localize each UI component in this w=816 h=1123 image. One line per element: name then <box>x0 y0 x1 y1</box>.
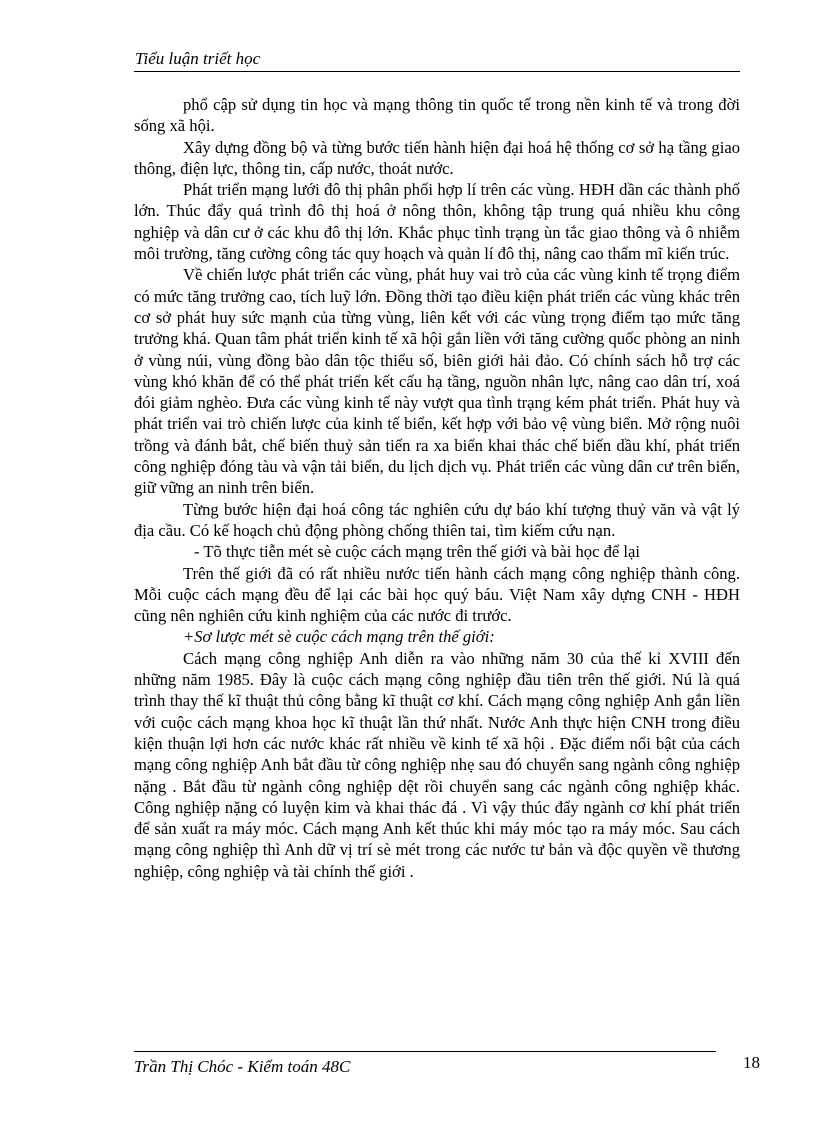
header-divider <box>134 71 740 72</box>
page-number: 18 <box>743 1053 760 1072</box>
footer-divider <box>134 1051 716 1052</box>
paragraph-7: Cách mạng công nghiệp Anh diễn ra vào những năm 30 của thế kỉ XVIII đến những năm 1985. Đây là cuộc cách mạng công nghiệp đầu tiên trên thế giới. Nú là quá trình thay thế kĩ thuật thủ công bằng kĩ thuật cơ khí. Cách mạng công nghiệp Anh gắn liền với cuộc cách mạng khoa học kĩ thuật lần thứ nhất. Nước Anh thực hiện CNH trong điều kiện thuận lợi hơn các nước khác rất nhiều về kinh tế xã hội . Đặc điểm nổi bật của cách mạng công nghiệp Anh bắt đầu từ công nghiệp nhẹ sau đó chuyển sang ngành công nghiệp nặng . Bắt đầu từ ngành công nghiệp dệt rồi chuyển sang các ngành công nghiệp khác. Công nghiệp nặng có luyện kim và khai thác đá . Vì vậy thúc đẩy ngành cơ khí phát triển để sản xuất ra máy móc. Cách mạng Anh kết thúc khi máy móc tạo ra máy móc. Sau cách mạng công nghiệp thì Anh dữ vị trí sè mét trong các nước tư bản và độc quyền về thương nghiệp, công nghiệp và tài chính thế giới . <box>134 648 740 881</box>
body-text <box>134 94 740 882</box>
paragraph-1: phổ cập sử dụng tin học và mạng thông tin quốc tế trong nền kinh tế và trong đời sống xã hội. <box>134 95 740 136</box>
paragraph-3: Phát triển mạng lưới đô thị phân phối hợp lí trên các vùng. HĐH dần các thành phố lớn. Thúc đẩy quá trình đô thị hoá ở nông thôn, không tập trung quá nhiều khu công nghiệp và dân cư ở các khu đô thị lớn. Khắc phục tình trạng ùn tắc giao thông và ô nhiễm môi trường, tăng cường công tác quy hoạch và quản lí đô thị, nâng cao thẩm mĩ kiến trúc. <box>134 180 740 264</box>
paragraph-2: Xây dựng đồng bộ và từng bước tiến hành hiện đại hoá hệ thống cơ sở hạ tầng giao thông, điện lực, thông tin, cấp nước, thoát nước. <box>134 137 740 178</box>
italic-heading: +Sơ lược mét sè cuộc cách mạng trên thế giới: <box>183 627 495 647</box>
paragraph-5: Từng bước hiện đại hoá công tác nghiên cứu dự báo khí tượng thuỷ văn và vật lý địa cầu. Có kế hoạch chủ động phòng chống thiên tai, tìm kiếm cứu nạn. <box>134 499 740 540</box>
section-subheading: - Tõ thực tiễn mét sè cuộc cách mạng trên thế giới và bài học để lại <box>194 542 640 562</box>
header-title: Tiểu luận triết học <box>135 49 261 68</box>
paragraph-4: Về chiến lược phát triển các vùng, phát huy vai trò của các vùng kinh tế trọng điểm có mức tăng trưởng cao, tích luỹ lớn. Đồng thời tạo điều kiện phát triển các vùng khác trên cơ sở phát huy sức mạnh của từng vùng, liên kết với các vùng trọng điểm tạo mức tăng trưởng khá. Quan tâm phát triển kinh tế xã hội gắn liền với tăng cường quốc phòng an ninh ở vùng núi, vùng đồng bào dân tộc thiểu số, biên giới hải đảo. Có chính sách hỗ trợ các vùng khó khăn để có thể phát triển kết cấu hạ tầng, nguồn nhân lực, nâng cao dân trí, xoá đói giảm nghèo. Đưa các vùng kinh tế này vượt qua tình trạng kém phát triển. Phát huy và phát triển vai trò chiến lược của kinh tế biển, kết hợp với bảo vệ vùng biển. Mở rộng nuôi trồng và đánh bắt, chế biến thuỷ sản tiến ra xa biển khai thác chế biến dầu khí, phát triển công nghiệp đóng tàu và vận tải biển, du lịch dịch vụ. Phát triển các vùng dân cư trên biển, giữ vững an ninh trên biển. <box>134 265 740 498</box>
footer-author: Trần Thị Chóc - Kiểm toán 48C <box>134 1057 351 1076</box>
paragraph-6: Trên thế giới đã có rất nhiều nước tiến hành cách mạng công nghiệp thành công. Mỗi cuộc cách mạng đều để lại các bài học quý báu. Việt Nam xây dựng CNH - HĐH cũng nên nghiên cứu kinh nghiệm của các nước đi trước. <box>134 563 740 626</box>
